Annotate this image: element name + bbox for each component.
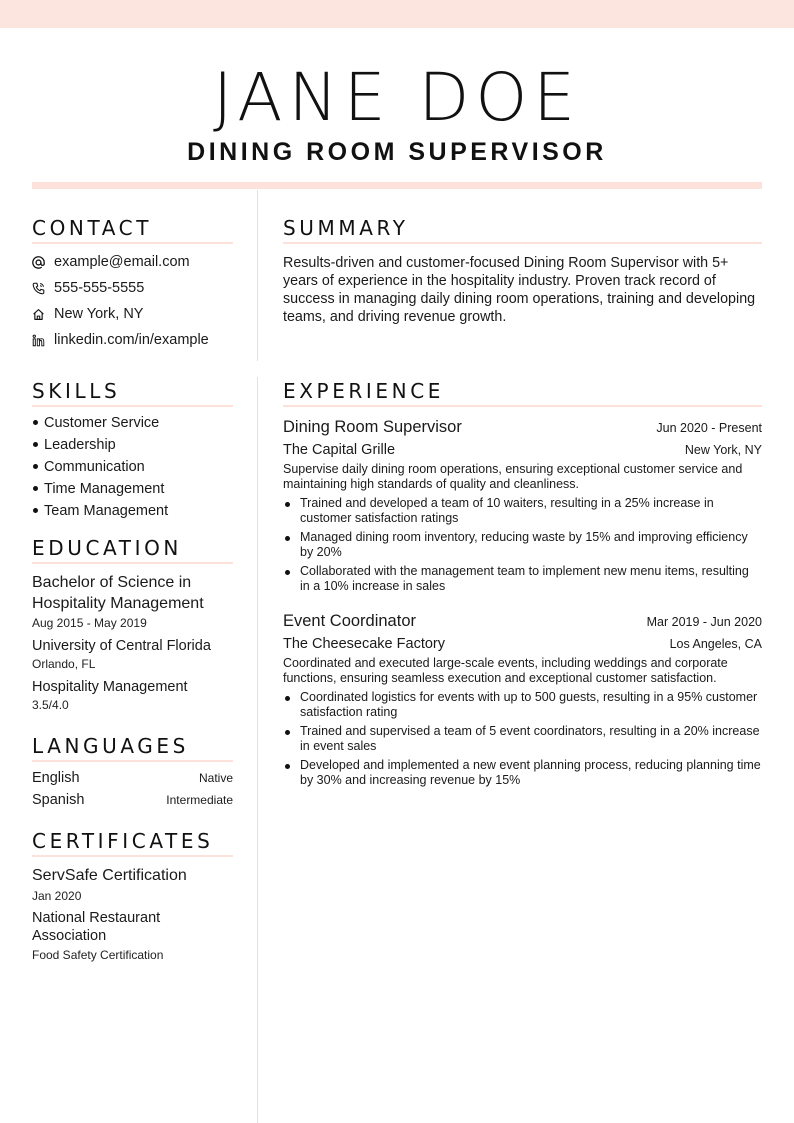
contact-linkedin[interactable]: [32, 327, 233, 353]
contact-location-text: New York, NY: [54, 306, 144, 322]
language-name: English: [32, 770, 80, 786]
language-level: Intermediate: [166, 793, 233, 807]
bullet-dot: [33, 420, 38, 425]
certificate-detail: Jan 2020: [32, 889, 82, 903]
experience-bullets: [283, 496, 762, 594]
experience-description: Supervise daily dining room operations, ensuring exceptional customer service and maintaining high standards of quality and cleanliness.: [283, 462, 743, 491]
column-divider-top: [257, 190, 258, 361]
bullet-dot: [33, 508, 38, 513]
experience-dates: Mar 2019 - Jun 2020: [646, 615, 762, 629]
experience-bullet: Managed dining room inventory, reducing waste by 15% and improving efficiency by 20%: [283, 530, 762, 560]
education-location: Orlando, FL: [32, 657, 96, 671]
linkedin-icon: [32, 334, 54, 347]
experience-section: [283, 379, 762, 792]
skill-item: [32, 412, 233, 434]
skill-item: [32, 434, 233, 456]
certificates-section: [32, 829, 233, 963]
skill-item: [32, 456, 233, 478]
skill-label: Communication: [44, 459, 145, 475]
contact-email-text: example@email.com: [54, 254, 190, 270]
experience-bullet: Trained and developed a team of 10 waiters, resulting in a 25% increase in customer satisfaction ratings: [283, 496, 762, 526]
job-title: DINING ROOM SUPERVISOR: [187, 138, 607, 166]
contact-section: [32, 216, 233, 353]
bullet-dot: [33, 486, 38, 491]
experience-dates: Jun 2020 - Present: [656, 421, 762, 435]
language-row: [32, 789, 233, 811]
education-section: [32, 536, 233, 713]
experience-company: The Capital Grille: [283, 442, 396, 458]
experience-bullet: Coordinated logistics for events with up to 500 guests, resulting in a 95% customer satisfaction rating: [283, 690, 762, 720]
experience-title: Dining Room Supervisor: [283, 418, 462, 436]
skill-label: Leadership: [44, 437, 116, 453]
skill-item: [32, 500, 233, 522]
education-gpa: 3.5/4.0: [32, 698, 69, 712]
header-divider: [32, 182, 762, 189]
skills-heading: SKILLS: [32, 379, 233, 407]
language-row: [32, 767, 233, 789]
experience-company: The Cheesecake Factory: [283, 636, 445, 652]
column-divider-bottom: [257, 377, 258, 1123]
experience-location: Los Angeles, CA: [669, 637, 762, 651]
bullet-dot: [33, 464, 38, 469]
experience-title: Event Coordinator: [283, 612, 416, 630]
certificate-detail: Food Safety Certification: [32, 948, 164, 962]
contact-phone-text: 555-555-5555: [54, 280, 145, 296]
experience-heading: EXPERIENCE: [283, 379, 762, 407]
contact-phone[interactable]: [32, 275, 233, 301]
education-school: University of Central Florida: [32, 638, 211, 654]
contact-email[interactable]: [32, 249, 233, 275]
experience-entry: [283, 610, 762, 788]
experience-bullets: [283, 690, 762, 788]
language-name: Spanish: [32, 792, 85, 808]
skill-item: [32, 478, 233, 500]
certificate-name: National Restaurant Association: [32, 910, 161, 944]
skill-label: Time Management: [44, 481, 165, 497]
skill-label: Team Management: [44, 503, 169, 519]
certificates-heading: CERTIFICATES: [32, 829, 233, 857]
languages-heading: LANGUAGES: [32, 734, 233, 762]
top-accent-band: [0, 0, 794, 28]
skills-section: [32, 379, 233, 522]
bullet-dot: [33, 442, 38, 447]
education-major: Hospitality Management: [32, 679, 188, 695]
candidate-name: JANE DOE: [213, 59, 581, 136]
skill-label: Customer Service: [44, 415, 160, 431]
contact-linkedin-text: linkedin.com/in/example: [54, 332, 209, 348]
at-icon: [32, 256, 54, 269]
contact-heading: CONTACT: [32, 216, 233, 244]
education-degree: Bachelor of Science in Hospitality Management: [32, 574, 204, 612]
summary-section: [283, 216, 762, 326]
summary-heading: SUMMARY: [283, 216, 762, 244]
experience-bullet: Collaborated with the management team to implement new menu items, resulting in a 10% increase in sales: [283, 564, 762, 594]
certificate-name: ServSafe Certification: [32, 867, 187, 884]
experience-location: New York, NY: [684, 443, 762, 457]
experience-description: Coordinated and executed large-scale events, including weddings and corporate functions, ensuring seamless execution and exceptional customer satisfaction.: [283, 656, 728, 685]
home-icon: [32, 308, 54, 321]
contact-location: [32, 301, 233, 327]
experience-bullet: Developed and implemented a new event planning process, reducing planning time by 30% and increasing revenue by 15%: [283, 758, 762, 788]
education-dates: Aug 2015 - May 2019: [32, 616, 147, 630]
experience-bullet: Trained and supervised a team of 5 event coordinators, resulting in a 20% increase in event sales: [283, 724, 762, 754]
language-level: Native: [198, 771, 233, 785]
experience-entry: [283, 416, 762, 594]
languages-section: [32, 734, 233, 811]
education-heading: EDUCATION: [32, 536, 233, 564]
phone-icon: [32, 282, 54, 295]
summary-text: Results-driven and customer-focused Dining Room Supervisor with 5+ years of experience in the hospitality industry. Proven track record of success in managing daily dining room operations, training and developing teams, and driving revenue growth.: [283, 255, 756, 325]
